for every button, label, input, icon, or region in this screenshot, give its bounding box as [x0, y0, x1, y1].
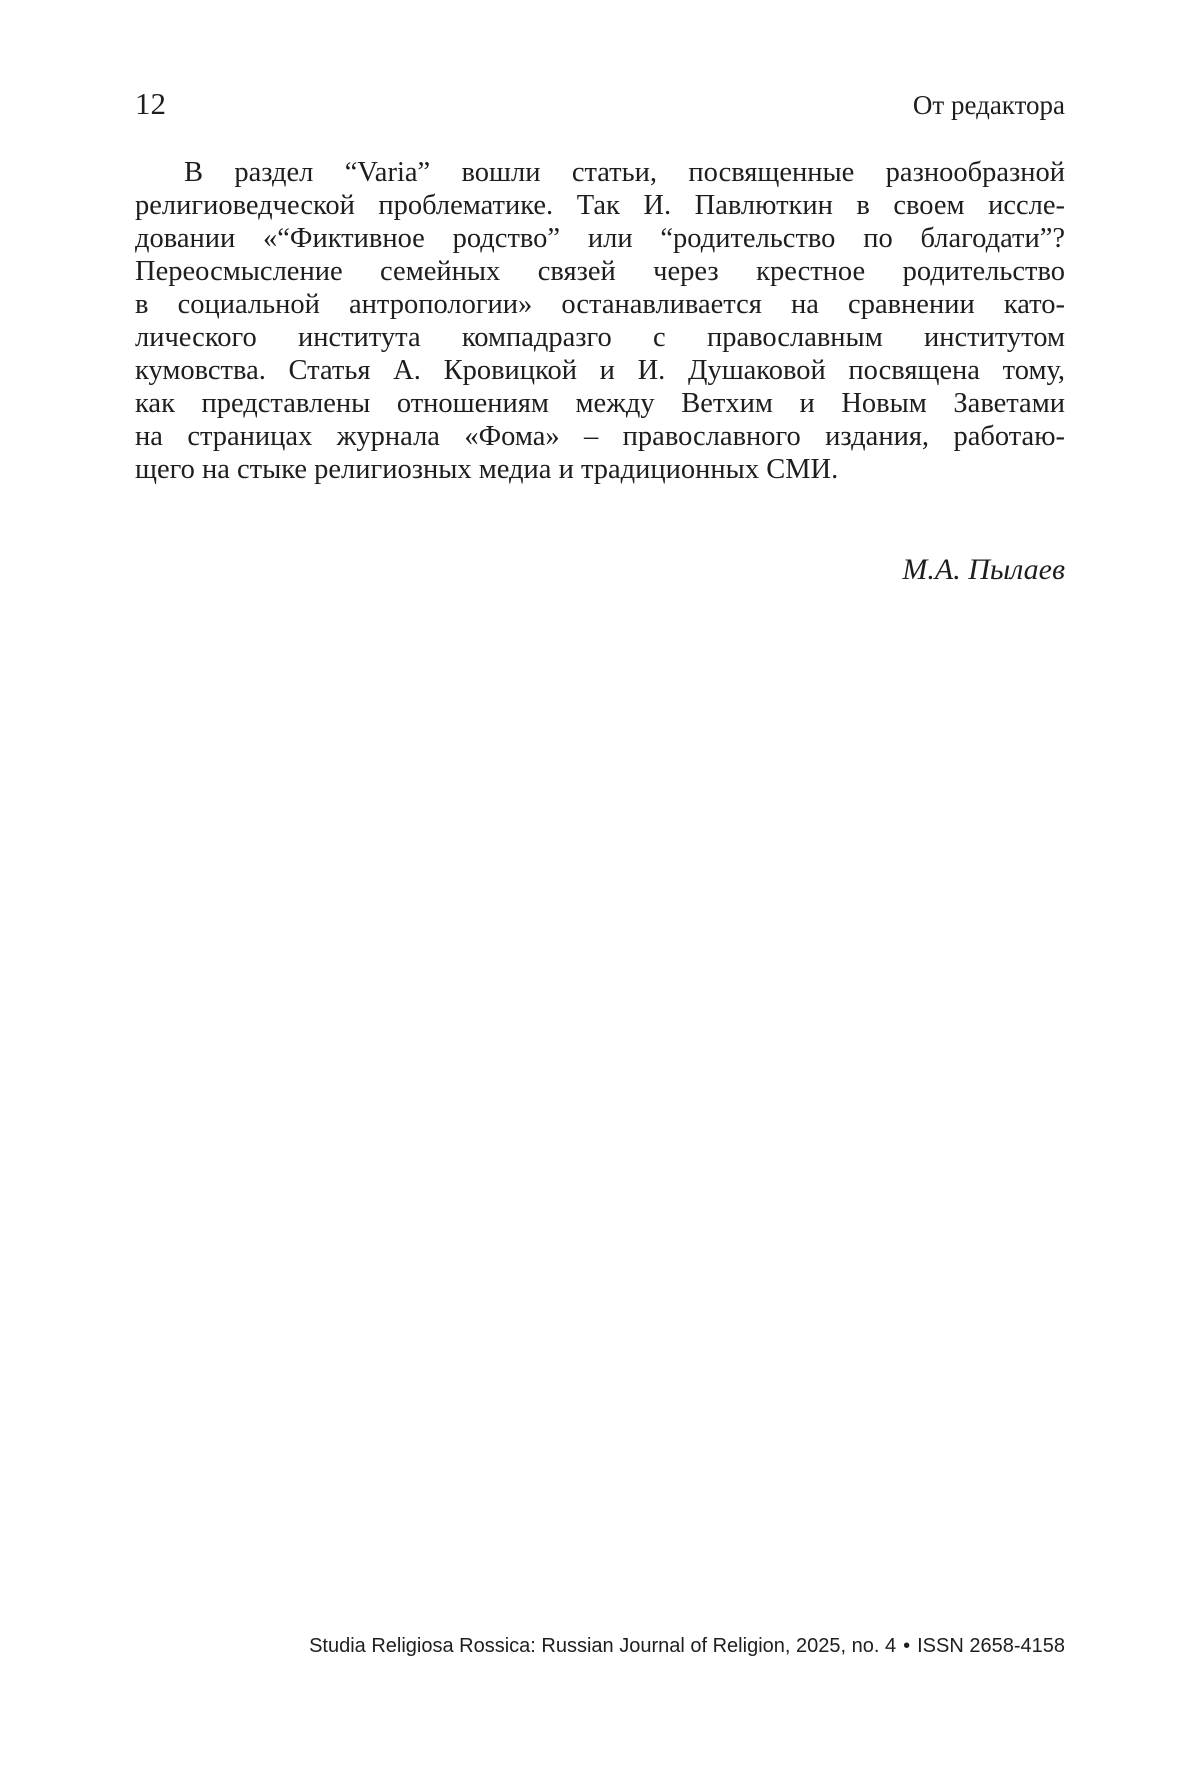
- running-title: От редактора: [912, 90, 1065, 120]
- page-number: 12: [135, 86, 166, 121]
- body-line: на страницах журнала «Фома» – православного издания, работаю-: [135, 421, 1065, 452]
- body-line: щего на стыке религиозных медиа и традиционных СМИ.: [135, 454, 839, 485]
- journal-footer: [309, 1633, 1065, 1659]
- body-paragraph: [135, 156, 1065, 486]
- footer-issn: ISSN 2658-4158: [917, 1635, 1065, 1657]
- body-line: как представлены отношениям между Ветхим и Новым Заветами: [135, 388, 1065, 419]
- body-line: лического института компадразго с православным институтом: [135, 322, 1065, 353]
- author-signature: М.А. Пылаев: [902, 553, 1065, 586]
- footer-separator: •: [903, 1635, 911, 1657]
- body-line: В раздел “Varia” вошли статьи, посвященные разнообразной: [184, 157, 1065, 188]
- body-line: кумовства. Статья А. Кровицкой и И. Душаковой посвящена тому,: [135, 355, 1065, 386]
- body-line: в социальной антропологии» останавливается на сравнении като-: [135, 289, 1065, 320]
- body-line: религиоведческой проблематике. Так И. Павлюткин в своем иссле-: [135, 190, 1065, 221]
- footer-journal-citation: Studia Religiosa Rossica: Russian Journal of Religion, 2025, no. 4: [309, 1635, 897, 1657]
- body-line: довании «“Фиктивное родство” или “родительство по благодати”?: [135, 223, 1065, 254]
- body-line: Переосмысление семейных связей через крестное родительство: [135, 256, 1065, 287]
